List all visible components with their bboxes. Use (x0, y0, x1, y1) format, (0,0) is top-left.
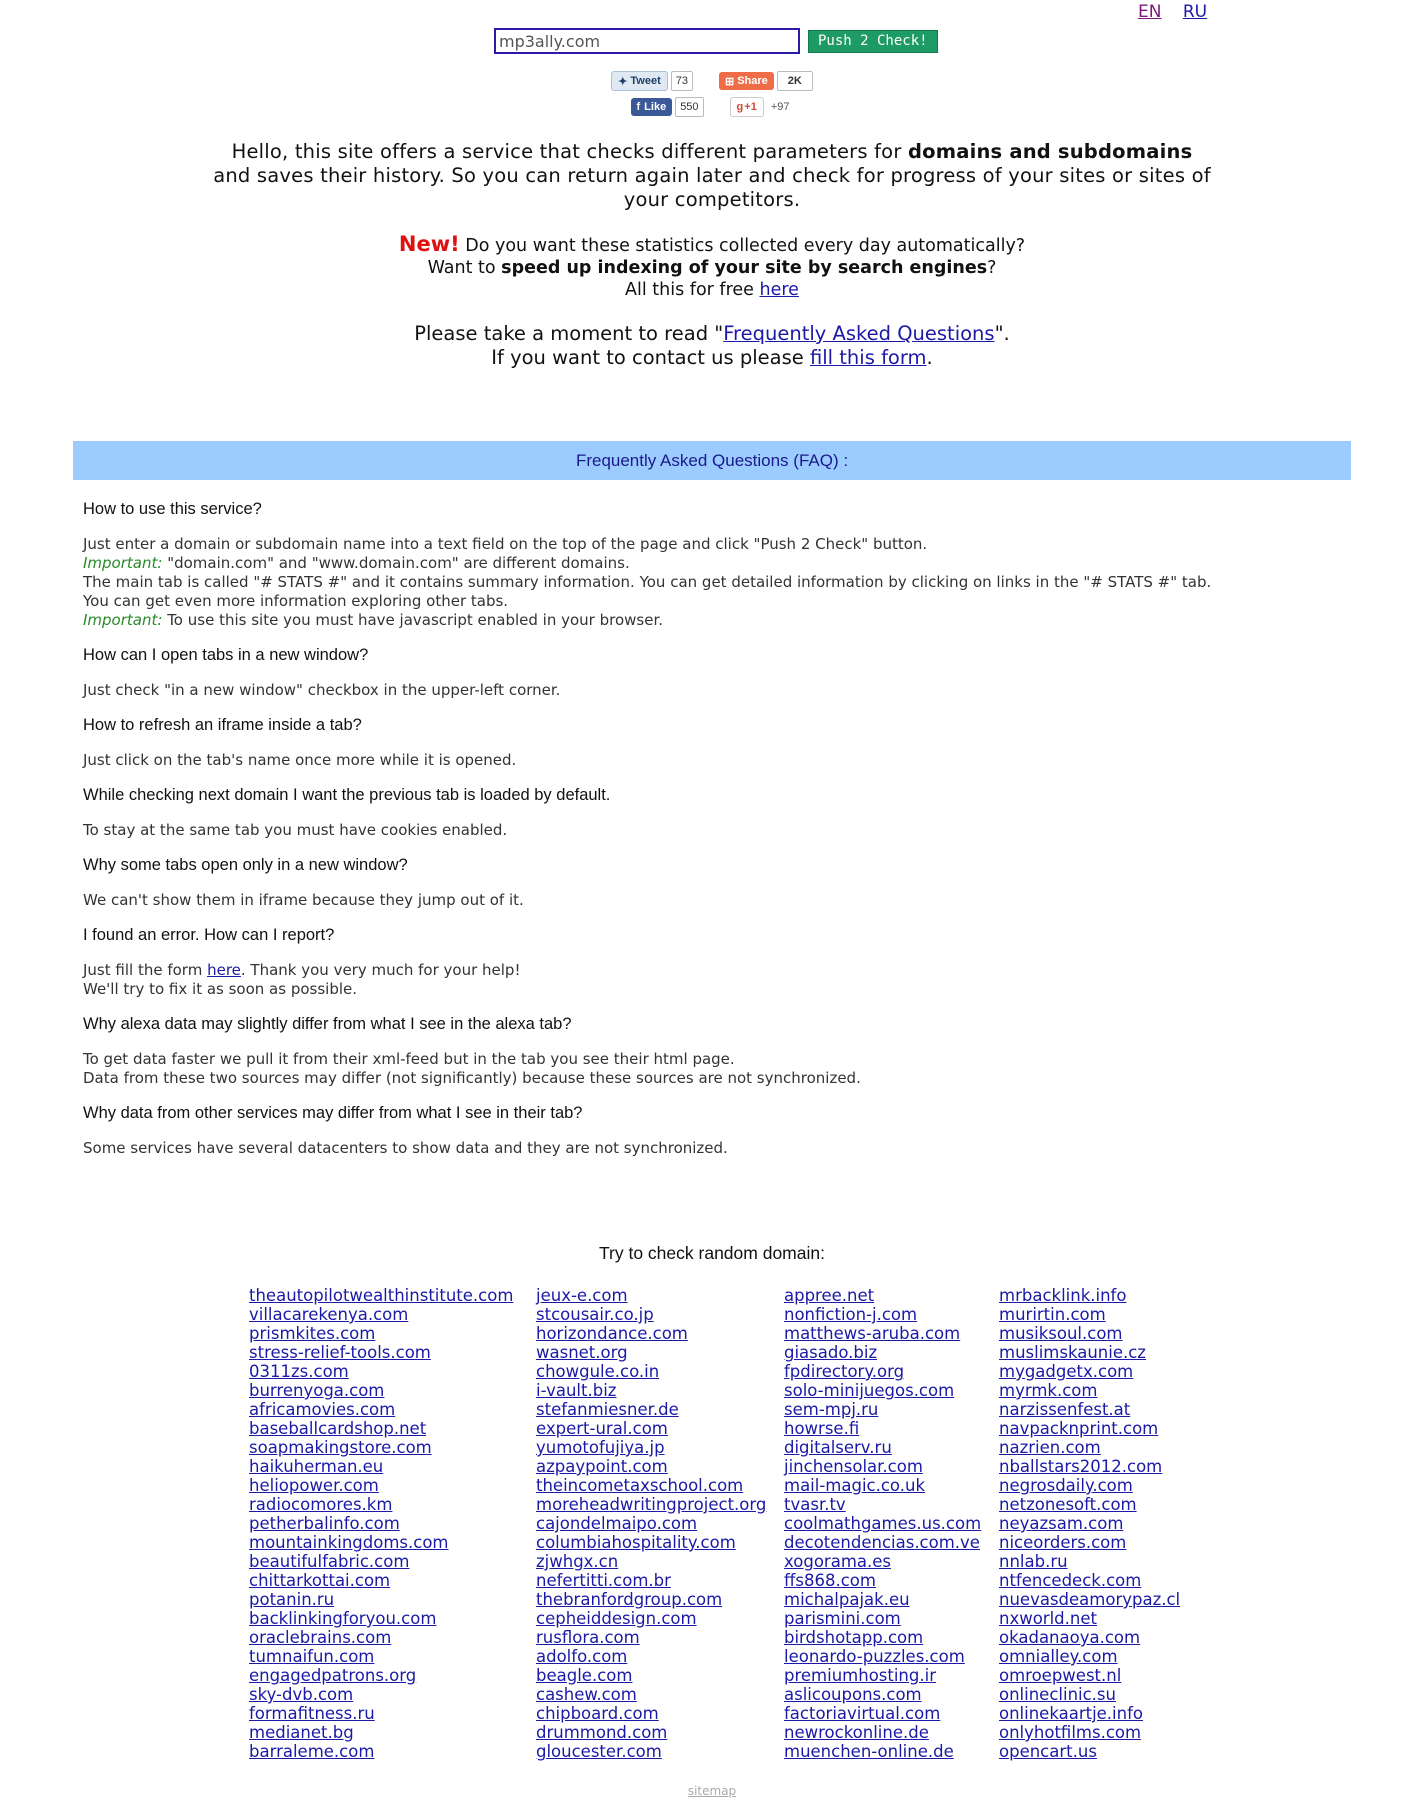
random-domain-link[interactable]: mountainkingdoms.com (249, 1533, 449, 1552)
random-domain-link[interactable]: haikuherman.eu (249, 1457, 384, 1476)
promo-here-link[interactable]: here (759, 280, 799, 300)
random-domain-link[interactable]: navpacknprint.com (999, 1419, 1159, 1438)
random-domain-link[interactable]: thebranfordgroup.com (536, 1590, 723, 1609)
random-domain-link[interactable]: nazrien.com (999, 1438, 1101, 1457)
intro-text: Hello, this site offers a service that checks different parameters for domains and subdomains and saves their history. So you can return again later and check for progress of your sites or sites of your competitors. (213, 140, 1211, 211)
random-domain-link[interactable]: premiumhosting.ir (784, 1666, 936, 1685)
random-domain-link[interactable]: newrockonline.de (784, 1723, 929, 1742)
google-plus-icon: g (736, 101, 744, 113)
random-domain-link[interactable]: medianet.bg (249, 1723, 354, 1742)
random-domain-link[interactable]: theautopilotwealthinstitute.com (249, 1286, 514, 1305)
faq-question: How to use this service? (83, 500, 262, 518)
faq-answer: To stay at the same tab you must have cookies enabled. (83, 821, 508, 839)
random-domain-link[interactable]: chipboard.com (536, 1704, 659, 1723)
report-form-link[interactable]: here (207, 961, 241, 979)
random-domain-link[interactable]: netzonesoft.com (999, 1495, 1137, 1514)
tweet-count: 73 (671, 71, 693, 91)
faq-link[interactable]: Frequently Asked Questions (723, 322, 995, 345)
random-domain-link[interactable]: onlinekaartje.info (999, 1704, 1143, 1723)
random-domain-link[interactable]: africamovies.com (249, 1400, 396, 1419)
facebook-icon: f (636, 101, 641, 113)
domain-column (536, 1286, 784, 1761)
random-domain-link[interactable]: sky-dvb.com (249, 1685, 354, 1704)
random-domain-link[interactable]: mail-magic.co.uk (784, 1476, 925, 1495)
random-domain-link[interactable]: nonfiction-j.com (784, 1305, 918, 1324)
new-badge: New! (398, 232, 460, 256)
random-domain-link[interactable]: howrse.fi (784, 1419, 860, 1438)
faq-answer: Just enter a domain or subdomain name into a text field on the top of the page and click "Push 2 Check" button. Important: "domain.com" and "www.domain.com" are different domains. The main tab is called "# STATS #" and it contains summary information. You can get detailed information by clicking on links in the "# STATS #" tab. You can get even more information exploring other tabs. Important: To use this site you must have javascript enabled in your browser. (83, 535, 1212, 629)
random-domains-grid (249, 1286, 1189, 1761)
random-domain-link[interactable]: muslimskaunie.cz (999, 1343, 1146, 1362)
random-domain-link[interactable]: narzissenfest.at (999, 1400, 1131, 1419)
random-domain-link[interactable]: aslicoupons.com (784, 1685, 922, 1704)
tweet-button[interactable]: ✦ Tweet (611, 71, 668, 91)
random-domain-link[interactable]: nnlab.ru (999, 1552, 1068, 1571)
random-domain-link[interactable]: baseballcardshop.net (249, 1419, 427, 1438)
footer (0, 1784, 1424, 1798)
random-domain-link[interactable]: tumnaifun.com (249, 1647, 375, 1666)
random-domain-link[interactable]: myrmk.com (999, 1381, 1098, 1400)
random-domain-link[interactable]: mygadgetx.com (999, 1362, 1134, 1381)
language-switch (1138, 2, 1223, 22)
share-button[interactable]: ⊞ Share (719, 72, 774, 90)
faq-answer: To get data faster we pull it from their xml-feed but in the tab you see their html page. Data from these two sources may differ (not significantly) because these sources are not synchronized. (83, 1050, 861, 1087)
faq-question: While checking next domain I want the previous tab is loaded by default. (83, 786, 611, 804)
faq-answer: Just check "in a new window" checkbox in the upper-left corner. (83, 681, 561, 699)
random-domain-link[interactable]: expert-ural.com (536, 1419, 668, 1438)
random-domain-link[interactable]: prismkites.com (249, 1324, 376, 1343)
random-domain-link[interactable]: onlineclinic.su (999, 1685, 1116, 1704)
faq-answer: Some services have several datacenters to show data and they are not synchronized. (83, 1139, 728, 1157)
random-domain-link[interactable]: chowgule.co.in (536, 1362, 660, 1381)
faq-list (83, 490, 1343, 1158)
random-domain-link[interactable]: stress-relief-tools.com (249, 1343, 431, 1362)
random-domain-link[interactable]: adolfo.com (536, 1647, 628, 1666)
random-domain-link[interactable]: factoriavirtual.com (784, 1704, 941, 1723)
contact-block: Please take a moment to read "Frequently Asked Questions". If you want to contact us please fill this form. (414, 322, 1010, 369)
random-domain-link[interactable]: stefanmiesner.de (536, 1400, 679, 1419)
google-plus-count: +97 (767, 98, 794, 116)
random-domain-link[interactable]: backlinkingforyou.com (249, 1609, 437, 1628)
random-domain-link[interactable]: petherbalinfo.com (249, 1514, 400, 1533)
random-domain-link[interactable]: barraleme.com (249, 1742, 375, 1761)
random-domain-link[interactable]: onlyhotfilms.com (999, 1723, 1142, 1742)
faq-answer: Just fill the form here. Thank you very much for your help! We'll try to fix it as soon as possible. (83, 961, 521, 998)
random-domain-link[interactable]: columbiahospitality.com (536, 1533, 736, 1552)
faq-question: I found an error. How can I report? (83, 926, 335, 944)
like-count: 550 (675, 97, 703, 117)
random-domain-link[interactable]: appree.net (784, 1286, 875, 1305)
random-domain-link[interactable]: tvasr.tv (784, 1495, 846, 1514)
random-domain-link[interactable]: zjwhgx.cn (536, 1552, 619, 1571)
random-domain-link[interactable]: cepheiddesign.com (536, 1609, 697, 1628)
social-row-bottom (0, 97, 1424, 117)
random-domain-link[interactable]: engagedpatrons.org (249, 1666, 417, 1685)
random-domain-link[interactable]: parismini.com (784, 1609, 901, 1628)
random-domain-link[interactable]: chittarkottai.com (249, 1571, 391, 1590)
plus-square-icon: ⊞ (724, 75, 735, 88)
random-domain-link[interactable]: theincometaxschool.com (536, 1476, 744, 1495)
random-domain-link[interactable]: rusflora.com (536, 1628, 640, 1647)
random-domain-link[interactable]: leonardo-puzzles.com (784, 1647, 965, 1666)
random-domain-link[interactable]: mrbacklink.info (999, 1286, 1127, 1305)
random-domain-link[interactable]: wasnet.org (536, 1343, 628, 1362)
domain-column (784, 1286, 999, 1761)
random-domain-link[interactable]: musiksoul.com (999, 1324, 1123, 1343)
domain-input[interactable] (494, 28, 800, 54)
random-domain-link[interactable]: okadanaoya.com (999, 1628, 1141, 1647)
random-domain-link[interactable]: cashew.com (536, 1685, 637, 1704)
random-domains-title: Try to check random domain: (599, 1243, 825, 1263)
random-domain-link[interactable]: beagle.com (536, 1666, 633, 1685)
random-domain-link[interactable]: stcousair.co.jp (536, 1305, 654, 1324)
random-domain-link[interactable]: oraclebrains.com (249, 1628, 392, 1647)
share-count: 2K (777, 71, 813, 91)
random-domain-link[interactable]: coolmathgames.us.com (784, 1514, 982, 1533)
sitemap-link[interactable]: sitemap (687, 1784, 737, 1798)
random-domain-link[interactable]: giasado.biz (784, 1343, 878, 1362)
random-domain-link[interactable]: neyazsam.com (999, 1514, 1124, 1533)
domain-column (249, 1286, 536, 1761)
random-domain-link[interactable]: nuevasdeamorypaz.cl (999, 1590, 1181, 1609)
facebook-like-button[interactable]: f Like (631, 98, 673, 116)
random-domain-link[interactable]: birdshotapp.com (784, 1628, 924, 1647)
domain-search-form (494, 28, 938, 54)
random-domain-link[interactable]: horizondance.com (536, 1324, 688, 1343)
random-domain-link[interactable]: azpaypoint.com (536, 1457, 668, 1476)
push-2-check-button[interactable]: Push 2 Check! (808, 30, 938, 53)
random-domain-link[interactable]: nefertitti.com.br (536, 1571, 671, 1590)
random-domain-link[interactable]: beautifulfabric.com (249, 1552, 410, 1571)
random-domain-link[interactable]: opencart.us (999, 1742, 1097, 1761)
faq-question: Why alexa data may slightly differ from what I see in the alexa tab? (83, 1015, 572, 1033)
random-domain-link[interactable]: heliopower.com (249, 1476, 379, 1495)
random-domain-link[interactable]: nxworld.net (999, 1609, 1097, 1628)
faq-question: How to refresh an iframe inside a tab? (83, 716, 362, 734)
random-domain-link[interactable]: omnialley.com (999, 1647, 1118, 1666)
intro-highlight: domains and subdomains (907, 140, 1193, 163)
random-domain-link[interactable]: decotendencias.com.ve (784, 1533, 980, 1552)
domain-column (999, 1286, 1189, 1761)
random-domain-link[interactable]: ntfencedeck.com (999, 1571, 1142, 1590)
random-domain-link[interactable]: potanin.ru (249, 1590, 335, 1609)
random-domain-link[interactable]: murirtin.com (999, 1305, 1106, 1324)
random-domain-link[interactable]: niceorders.com (999, 1533, 1127, 1552)
random-domain-link[interactable]: negrosdaily.com (999, 1476, 1133, 1495)
lang-ru-link[interactable]: RU (1182, 2, 1208, 22)
random-domain-link[interactable]: formafitness.ru (249, 1704, 375, 1723)
random-domain-link[interactable]: moreheadwritingproject.org (536, 1495, 767, 1514)
social-row-top (0, 71, 1424, 91)
random-domain-link[interactable]: jinchensolar.com (784, 1457, 923, 1476)
faq-question: Why some tabs open only in a new window? (83, 856, 408, 874)
contact-form-link[interactable]: fill this form (809, 346, 927, 369)
random-domain-link[interactable]: i-vault.biz (536, 1381, 617, 1400)
random-domain-link[interactable]: sem-mpj.ru (784, 1400, 879, 1419)
faq-answer: We can't show them in iframe because they jump out of it. (83, 891, 524, 909)
promo-block: New! Do you want these statistics collected every day automatically? Want to speed up indexing of your site by search engines? All this for free here (398, 232, 1026, 300)
random-domain-link[interactable]: cajondelmaipo.com (536, 1514, 698, 1533)
random-domain-link[interactable]: jeux-e.com (536, 1286, 628, 1305)
lang-en-link[interactable]: EN (1138, 2, 1162, 22)
random-domain-link[interactable]: gloucester.com (536, 1742, 662, 1761)
random-domain-link[interactable]: soapmakingstore.com (249, 1438, 432, 1457)
faq-question: Why data from other services may differ from what I see in their tab? (83, 1104, 583, 1122)
random-domain-link[interactable]: muenchen-online.de (784, 1742, 954, 1761)
twitter-bird-icon: ✦ (618, 75, 628, 88)
faq-answer: Just click on the tab's name once more while it is opened. (83, 751, 517, 769)
random-domain-link[interactable]: digitalserv.ru (784, 1438, 892, 1457)
random-domain-link[interactable]: matthews-aruba.com (784, 1324, 961, 1343)
random-domain-link[interactable]: michalpajak.eu (784, 1590, 910, 1609)
random-domain-link[interactable]: radiocomores.km (249, 1495, 393, 1514)
faq-header: Frequently Asked Questions (FAQ) : (73, 441, 1351, 480)
random-domain-link[interactable]: omroepwest.nl (999, 1666, 1122, 1685)
google-plus-button[interactable]: g +1 (730, 97, 764, 117)
random-domain-link[interactable]: solo-minijuegos.com (784, 1381, 955, 1400)
random-domain-link[interactable]: yumotofujiya.jp (536, 1438, 665, 1457)
random-domain-link[interactable]: villacarekenya.com (249, 1305, 409, 1324)
random-domain-link[interactable]: xogorama.es (784, 1552, 891, 1571)
random-domain-link[interactable]: burrenyoga.com (249, 1381, 385, 1400)
random-domain-link[interactable]: drummond.com (536, 1723, 668, 1742)
random-domain-link[interactable]: 0311zs.com (249, 1362, 349, 1381)
random-domain-link[interactable]: nballstars2012.com (999, 1457, 1163, 1476)
random-domain-link[interactable]: ffs868.com (784, 1571, 876, 1590)
faq-question: How can I open tabs in a new window? (83, 646, 369, 664)
random-domain-link[interactable]: fpdirectory.org (784, 1362, 905, 1381)
